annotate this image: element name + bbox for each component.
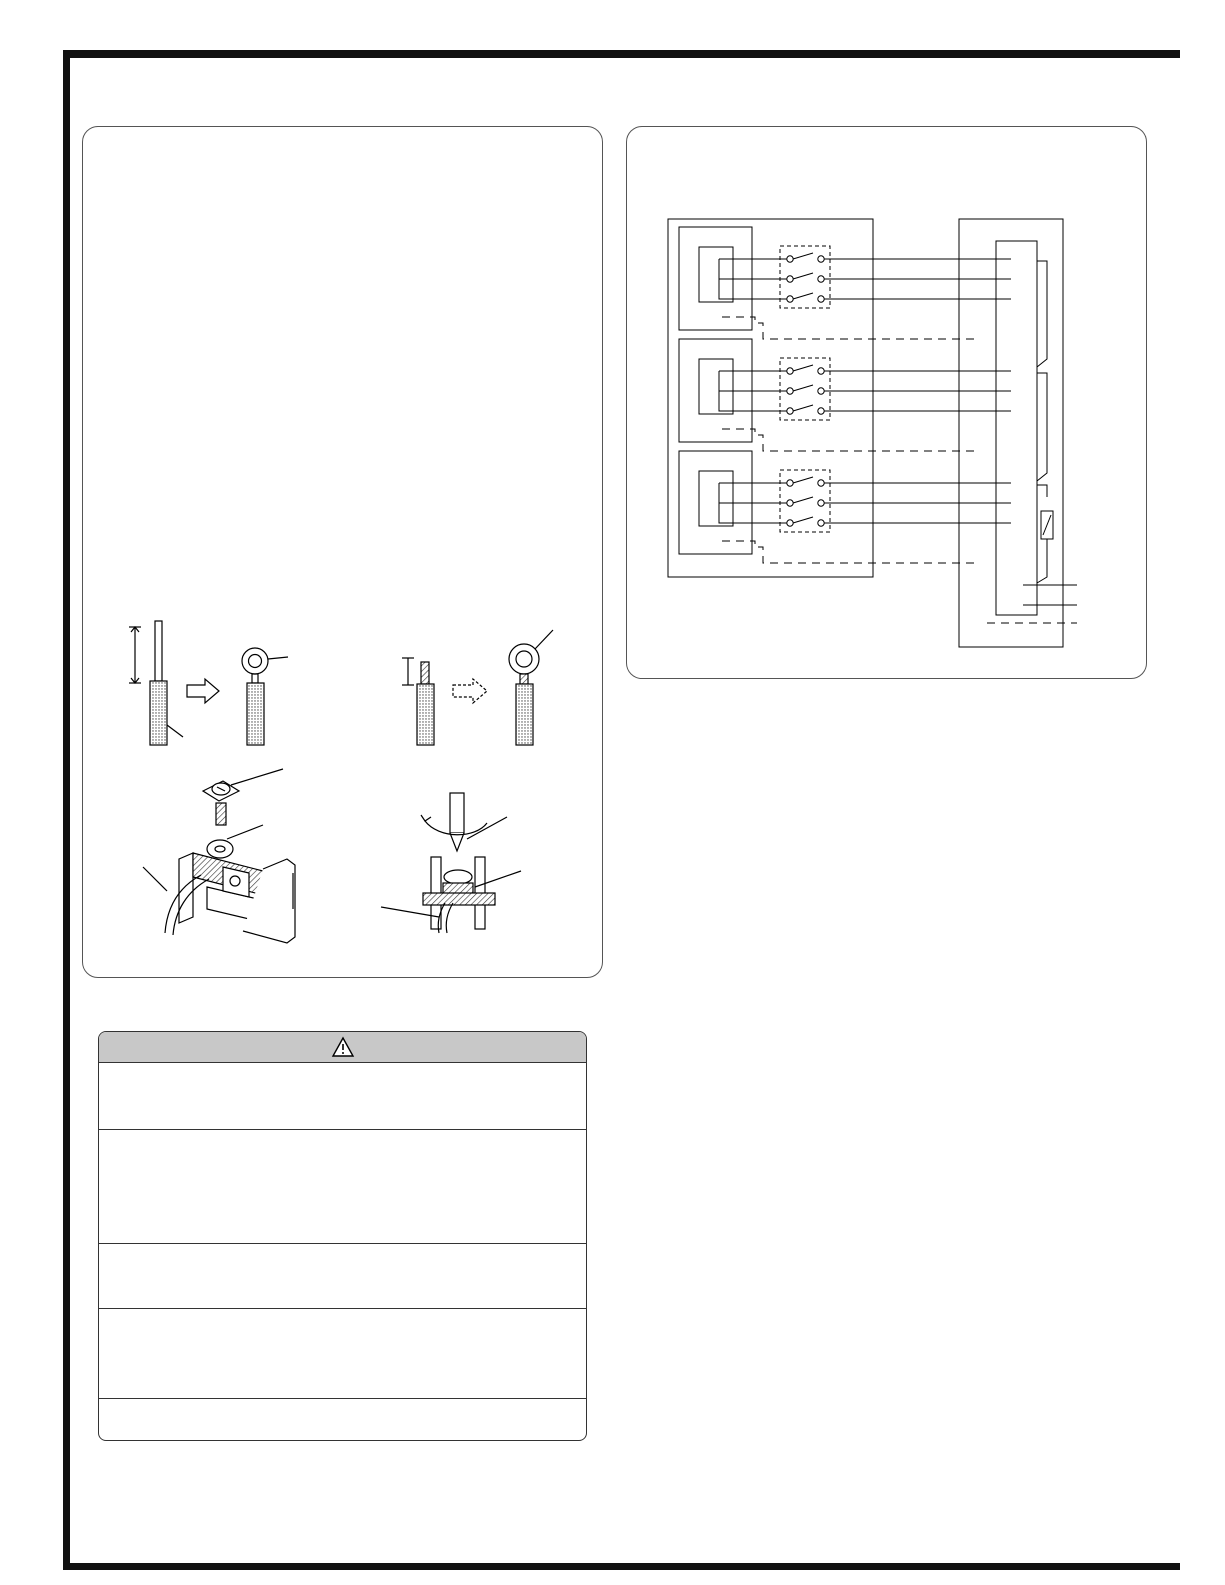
switch-blade [793,477,813,483]
switch-contact [818,256,824,262]
switch-contact [787,500,793,506]
switch-contact [787,388,793,394]
switch-contact [787,256,793,262]
warning-triangle-icon [332,1037,354,1057]
switch-contact [818,368,824,374]
screwdriver-terminal-illustration [381,793,521,933]
switch-contact [818,500,824,506]
indoor-unit-board [699,471,733,526]
stranded-wire-illustration [129,621,288,745]
solid-wire-illustration [402,630,553,745]
ground-wire [722,429,979,451]
switch-contact [787,520,793,526]
terminal-connection-panel [82,126,603,978]
switch-contact [787,408,793,414]
switch-blade [793,385,813,391]
indoor-unit-board [699,359,733,414]
ground-wire [722,317,979,339]
wiring-diagram-panel [626,126,1147,679]
switch-blade [793,405,813,411]
terminal-illustrations [83,127,604,979]
page-frame-top-bar [63,50,1180,58]
switch-contact [818,480,824,486]
terminal-strip [996,241,1037,615]
wiring-diagram [627,127,1148,680]
switch-blade [793,273,813,279]
warning-row [99,1130,586,1244]
warning-row [99,1063,586,1130]
warning-row [99,1399,586,1441]
terminal-block-screw-illustration [143,769,295,943]
switch-contact [818,408,824,414]
switch-contact [787,296,793,302]
switch-contact [787,480,793,486]
indoor-unit-board [699,247,733,302]
switch-contact [818,276,824,282]
switch-blade [793,365,813,371]
warning-row [99,1309,586,1399]
switch-contact [818,520,824,526]
switch-blade [793,517,813,523]
switch-contact [787,368,793,374]
switch-blade [793,253,813,259]
switch-blade [793,497,813,503]
warning-header [99,1032,586,1063]
warning-table [98,1031,587,1441]
warning-row [99,1244,586,1309]
page-frame-left-bar [63,50,70,1570]
switch-contact [787,276,793,282]
switch-blade [793,293,813,299]
switch-contact [818,388,824,394]
page-frame-bottom-bar [63,1563,1180,1570]
ground-wire [722,541,979,563]
switch-contact [818,296,824,302]
